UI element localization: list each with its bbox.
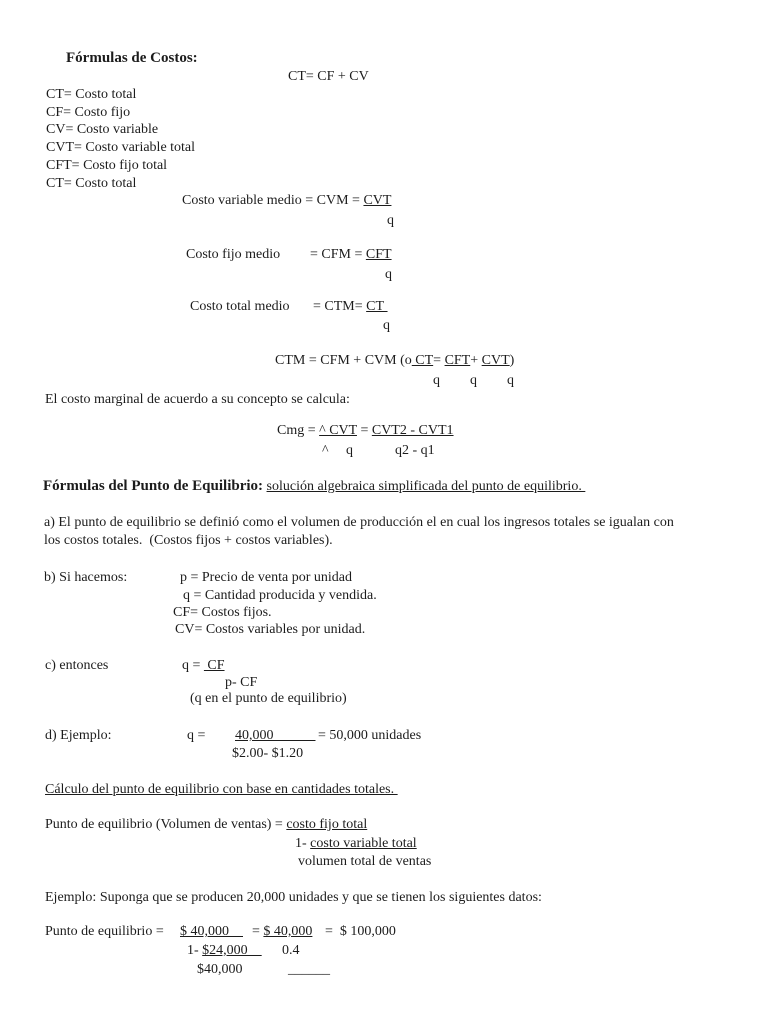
cmg-denominator-q: q [346, 443, 353, 458]
cfm-lead: = CFM = [310, 247, 366, 262]
cfm-label: Costo fijo medio [186, 247, 281, 262]
cmg-equals: = [356, 423, 372, 438]
item-b-def-q: q = Cantidad producida y vendida. [183, 588, 377, 603]
cfm-formula [310, 246, 392, 263]
pe2-ratio: 0.4 [282, 943, 300, 958]
cvm-formula [182, 192, 391, 209]
equilibrio-heading-bold: Fórmulas del Punto de Equilibrio: [43, 478, 264, 494]
ctm-lead: = CTM= [313, 299, 367, 314]
cmg-denominator-q2q1: q2 - q1 [395, 443, 435, 458]
ctm-denominator: q [383, 318, 390, 333]
item-d-label: d) Ejemplo: [45, 728, 112, 743]
item-d-denominator: $2.00- $1.20 [232, 746, 304, 761]
pe2-denom1-underlined: $24,000 [202, 943, 262, 958]
ejemplo-line: Ejemplo: Suponga que se producen 20,000 unidades y que se tienen los siguientes datos: [45, 890, 542, 905]
definition-ct: CT= Costo total [46, 87, 137, 102]
pe-formula [45, 816, 367, 833]
cmg-lead: Cmg = [277, 423, 320, 438]
ctm-sum-q1: q [433, 373, 440, 388]
item-b-def-p: p = Precio de venta por unidad [180, 570, 352, 585]
pe-numerator: costo fijo total [286, 817, 368, 832]
item-c-denominator: p- CF [225, 675, 258, 690]
ctm-sum-formula [275, 352, 514, 369]
cvm-denominator: q [387, 213, 394, 228]
ctm-sum-close-paren: ) [509, 353, 515, 368]
equilibrio-heading-underlined: solución algebraica simplificada del punto de equilibrio. [266, 479, 586, 494]
item-a-line1: a) El punto de equilibrio se definió como el volumen de producción el en cual los ingresos totales se igualan con [44, 515, 674, 530]
ctm-sum-numerator-2: CFT [444, 353, 471, 368]
definition-cft: CFT= Costo fijo total [46, 158, 168, 173]
marginal-cost-intro: El costo marginal de acuerdo a su concepto se calcula: [45, 392, 350, 407]
item-c-numerator: CF [203, 658, 225, 673]
pe-denominator-line2: volumen total de ventas [298, 854, 432, 869]
cfm-numerator: CFT [365, 247, 392, 262]
cvm-numerator: CVT [363, 193, 392, 208]
ctm-sum-numerator-3: CVT [481, 353, 510, 368]
cmg-formula [277, 422, 454, 439]
pe2-denominator-line2: $40,000 [197, 962, 243, 977]
calculo-heading: Cálculo del punto de equilibrio con base en cantidades totales. [45, 782, 398, 797]
item-a-line2: los costos totales. (Costos fijos + costos variables). [44, 533, 333, 548]
pe2-middle [252, 923, 312, 940]
pe-denominator-line1 [295, 835, 417, 852]
ctm-formula [313, 298, 388, 315]
pe-denom1-lead: 1- [295, 836, 311, 851]
cmg-denominator-delta: ^ [322, 443, 329, 458]
pe2-blank-underline: ______ [288, 962, 330, 977]
cmg-numerator-2: CVT2 - CVT1 [371, 423, 454, 438]
pe2-fraction2: $ 40,000 [263, 924, 313, 939]
ctm-sum-equals: = [433, 353, 445, 368]
item-d-lead: q = [187, 728, 206, 743]
item-b-def-cf: CF= Costos fijos. [173, 605, 272, 620]
pe2-lead: Punto de equilibrio = [45, 924, 168, 939]
pe2-denom1-lead: 1- [187, 943, 203, 958]
pe2-equals1: = [252, 924, 264, 939]
definition-cv: CV= Costo variable [46, 122, 159, 137]
item-c-label: c) entonces [45, 658, 109, 673]
total-cost-formula: CT= CF + CV [288, 69, 369, 84]
pe2-denominator-line1 [187, 942, 262, 959]
ctm-label: Costo total medio [190, 299, 290, 314]
item-c-formula [182, 657, 225, 674]
item-b-label: b) Si hacemos: [44, 570, 128, 585]
definition-cf: CF= Costo fijo [46, 105, 131, 120]
cfm-denominator: q [385, 267, 392, 282]
pe-denom1-underlined: costo variable total [310, 836, 417, 851]
item-b-def-cv: CV= Costos variables por unidad. [175, 622, 366, 637]
item-c-note: (q en el punto de equilibrio) [190, 691, 347, 706]
cmg-numerator-1: ^ CVT [319, 423, 357, 438]
costos-title: Fórmulas de Costos: [66, 50, 198, 66]
ctm-sum-q3: q [507, 373, 514, 388]
ctm-sum-q2: q [470, 373, 477, 388]
pe-lead: Punto de equilibrio (Volumen de ventas) = [45, 817, 287, 832]
ctm-sum-plus: + [470, 353, 482, 368]
ctm-numerator: CT [366, 299, 388, 314]
pe2-result: = $ 100,000 [325, 924, 396, 939]
item-d-result: = 50,000 unidades [318, 728, 422, 743]
item-c-lead: q = [182, 658, 204, 673]
equilibrio-heading [43, 478, 585, 495]
definition-ct2: CT= Costo total [46, 176, 137, 191]
ctm-sum-numerator-1: CT [411, 353, 434, 368]
cvm-lead: Costo variable medio = CVM = [182, 193, 364, 208]
item-d-numerator: 40,000 [235, 728, 316, 743]
ctm-sum-lead: CTM = CFM + CVM (o [275, 353, 412, 368]
pe2-fraction1: $ 40,000 [180, 924, 243, 939]
definition-cvt: CVT= Costo variable total [46, 140, 196, 155]
